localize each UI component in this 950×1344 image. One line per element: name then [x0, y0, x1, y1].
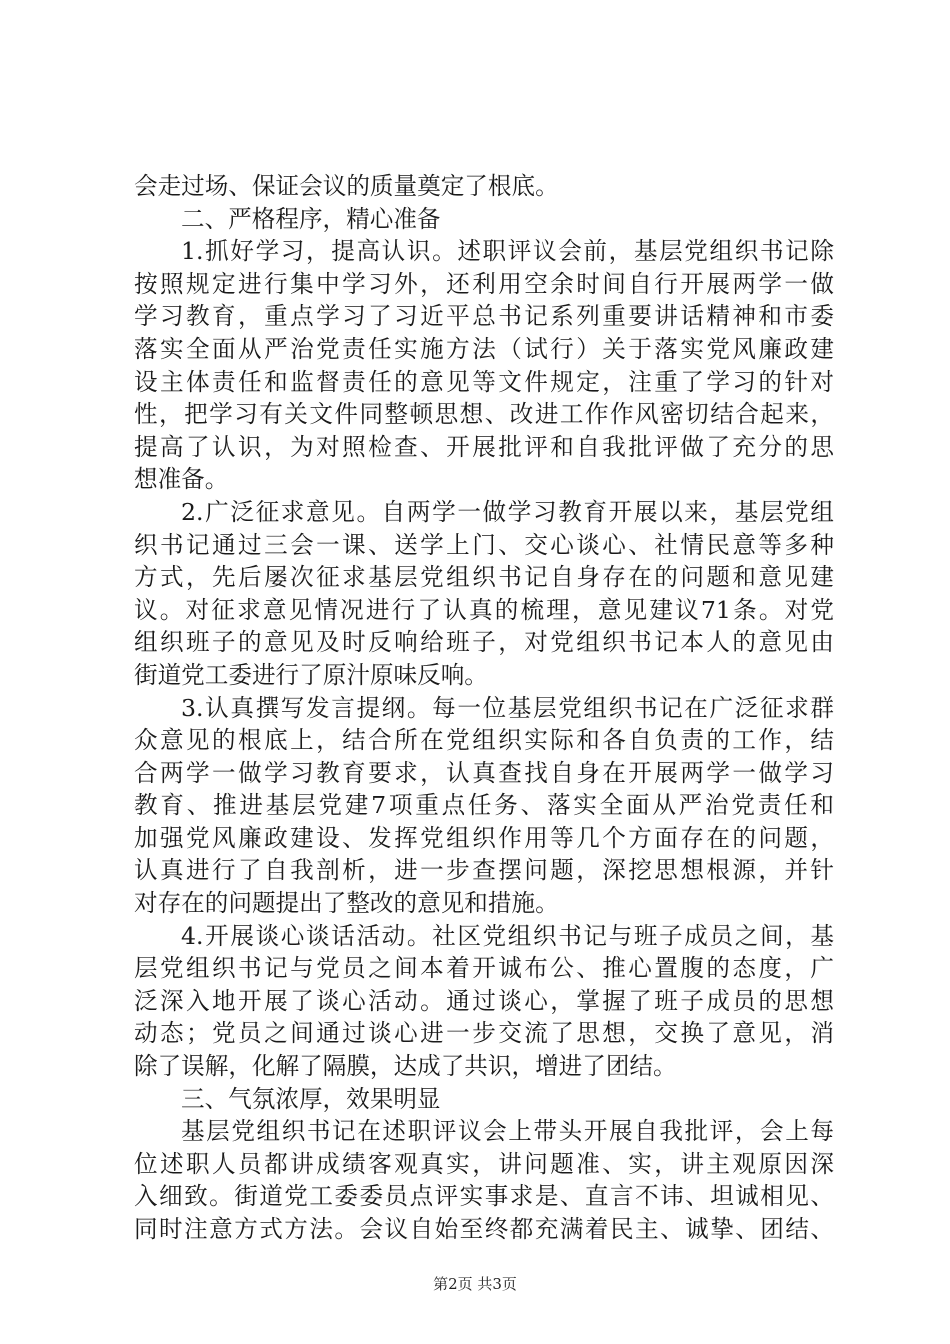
- text-line: 落实全面从严治党责任实施方法（试行）关于落实党风廉政建: [134, 334, 834, 363]
- section-heading: 三、气氛浓厚，效果明显: [181, 1084, 441, 1113]
- text-line: 街道党工委进行了原汁原味反响。: [134, 660, 488, 689]
- text-line: 动态；党员之间通过谈心进一步交流了思想，交换了意见，消: [134, 1019, 834, 1048]
- text-line: 层党组织书记与党员之间本着开诚布公、推心置腹的态度，广: [134, 954, 834, 983]
- text-line: 泛深入地开展了谈心活动。通过谈心，掌握了班子成员的思想: [134, 986, 834, 1015]
- text-line: 认真进行了自我剖析，进一步查摆问题，深挖思想根源，并针: [134, 856, 834, 885]
- text-line: 学习教育，重点学习了习近平总书记系列重要讲话精神和市委: [134, 302, 834, 331]
- text-line: 按照规定进行集中学习外，还利用空余时间自行开展两学一做: [134, 269, 834, 298]
- text-line: 想准备。: [134, 465, 229, 494]
- section-heading: 二、严格程序，精心准备: [181, 204, 441, 233]
- text-line: 入细致。街道党工委委员点评实事求是、直言不讳、坦诚相见、: [134, 1182, 834, 1211]
- text-line: 2.广泛征求意见。自两学一做学习教育开展以来，基层党组: [181, 497, 834, 526]
- text-line: 织书记通过三会一课、送学上门、交心谈心、社情民意等多种: [134, 530, 834, 559]
- text-line: 位述职人员都讲成绩客观真实，讲问题准、实，讲主观原因深: [134, 1149, 834, 1178]
- text-line: 众意见的根底上，结合所在党组织实际和各自负责的工作，结: [134, 726, 834, 755]
- text-line: 教育、推进基层党建7项重点任务、落实全面从严治党责任和: [134, 791, 834, 820]
- page-footer: 第2页 共3页: [433, 1275, 517, 1293]
- text-line: 同时注意方式方法。会议自始至终都充满着民主、诚挚、团结、: [134, 1215, 834, 1243]
- text-line: 1.抓好学习，提高认识。述职评议会前，基层党组织书记除: [181, 237, 834, 266]
- text-line: 对存在的问题提出了整改的意见和措施。: [134, 889, 559, 918]
- text-line: 基层党组织书记在述职评议会上带头开展自我批评，会上每: [181, 1117, 834, 1146]
- text-line: 提高了认识，为对照检查、开展批评和自我批评做了充分的思: [134, 432, 834, 461]
- text-line: 设主体责任和监督责任的意见等文件规定，注重了学习的针对: [134, 367, 834, 396]
- text-line: 会走过场、保证会议的质量奠定了根底。: [134, 172, 559, 200]
- text-line: 3.认真撰写发言提纲。每一位基层党组织书记在广泛征求群: [181, 693, 834, 722]
- text-line: 4.开展谈心谈话活动。社区党组织书记与班子成员之间，基: [181, 921, 834, 950]
- text-line: 合两学一做学习教育要求，认真查找自身在开展两学一做学习: [134, 758, 834, 787]
- text-line: 加强党风廉政建设、发挥党组织作用等几个方面存在的问题，: [134, 823, 834, 852]
- text-line: 除了误解，化解了隔膜，达成了共识，增进了团结。: [134, 1052, 677, 1081]
- text-line: 组织班子的意见及时反响给班子，对党组织书记本人的意见由: [134, 628, 834, 657]
- text-line: 性，把学习有关文件同整顿思想、改进工作作风密切结合起来，: [134, 400, 834, 429]
- text-line: 方式，先后屡次征求基层党组织书记自身存在的问题和意见建: [134, 563, 834, 592]
- document-body: [134, 170, 834, 1246]
- text-line: 议。对征求意见情况进行了认真的梳理，意见建议71条。对党: [134, 595, 834, 624]
